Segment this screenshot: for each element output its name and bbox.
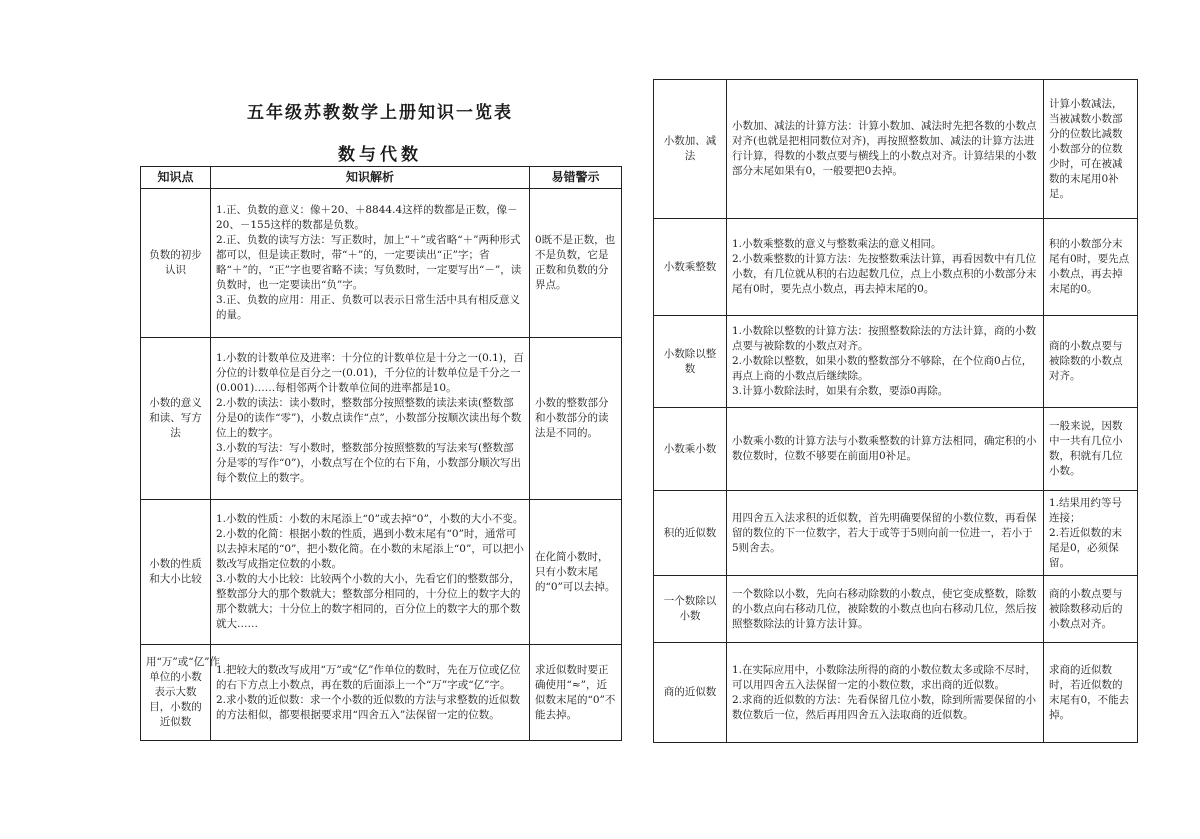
knowledge-point: 小数的意义和读、写方法	[141, 338, 211, 500]
table-row	[654, 576, 1138, 643]
knowledge-analysis: 用四舍五入法求积的近似数，首先明确要保留的小数位数，再看保留的数位的下一位数字，若大于或等于5则向前一位进一，若小于5则舍去。	[727, 491, 1044, 576]
error-warning: 商的小数点要与被除数的小数点对齐。	[1044, 316, 1138, 408]
error-warning: 求商的近似数时，若近似数的末尾有0，不能去掉。	[1044, 643, 1138, 743]
error-warning: 一般来说，因数中一共有几位小数，积就有几位小数。	[1044, 408, 1138, 491]
page-title: 五年级苏教数学上册知识一览表	[247, 103, 513, 123]
header-error-warning: 易错警示	[530, 167, 622, 189]
error-warning: 商的小数点要与被除数移动后的小数点对齐。	[1044, 576, 1138, 643]
error-warning: 小数的整数部分和小数部分的读法是不同的。	[530, 338, 622, 500]
knowledge-analysis: 小数加、减法的计算方法：计算小数加、减法时先把各数的小数点对齐(也就是把相同数位对齐)，再按照整数加、减法的计算方法进行计算，得数的小数点要与横线上的小数点对齐。计算结果的小数部分末尾如果有0，一般要把0去掉。	[727, 80, 1044, 219]
table-row	[654, 643, 1138, 743]
knowledge-point: 小数的性质和大小比较	[141, 500, 211, 645]
table-row	[141, 500, 622, 645]
knowledge-point: 小数乘小数	[654, 408, 727, 491]
knowledge-point: 小数除以整数	[654, 316, 727, 408]
table-row	[654, 80, 1138, 219]
knowledge-point: 积的近似数	[654, 491, 727, 576]
error-warning: 积的小数部分末尾有0时，要先点小数点，再去掉末尾的0。	[1044, 219, 1138, 316]
error-warning: 求近似数时要正确使用“≈”，近似数末尾的“0”不能去掉。	[530, 645, 622, 741]
knowledge-analysis: 1.小数除以整数的计算方法：按照整数除法的方法计算，商的小数点要与被除数的小数点对齐。 2.小数除以整数，如果小数的整数部分不够除，在个位商0占位，再点上商的小数点后继续除。 3.计算小数除法时，如果有余数，要添0再除。	[727, 316, 1044, 408]
knowledge-point: 小数加、减法	[654, 80, 727, 219]
knowledge-analysis: 1.正、负数的意义：像＋20、＋8844.4这样的数都是正数，像－20、－155这样的数都是负数。 2.正、负数的读写方法：写正数时，加上“＋”或省略“＋”两种形式都可以，但是读正数时，带“＋”的，一定要读出“正”字；省略“＋”的，“正”字也要省略不读；写负数时，一定要写出“－”，读负数时，也一定要读出“负”字。 3.正、负数的应用：用正、负数可以表示日常生活中具有相反意义的量。	[211, 189, 530, 338]
table-row	[654, 219, 1138, 316]
knowledge-analysis: 1.小数乘整数的意义与整数乘法的意义相同。 2.小数乘整数的计算方法：先按整数乘法计算，再看因数中有几位小数，有几位就从积的右边起数几位，点上小数点积的小数部分末尾有0时，要先点小数点，再去掉末尾的0。	[727, 219, 1044, 316]
knowledge-analysis: 小数乘小数的计算方法与小数乘整数的计算方法相同，确定积的小数位数时，位数不够要在前面用0补足。	[727, 408, 1044, 491]
header-knowledge-analysis: 知识解析	[211, 167, 530, 189]
table-row	[141, 338, 622, 500]
knowledge-point: 用“万”或“亿”作单位的小数表示大数目，小数的近似数	[141, 645, 211, 741]
knowledge-point: 商的近似数	[654, 643, 727, 743]
right-knowledge-table	[653, 79, 1138, 743]
knowledge-analysis: 1.把较大的数改写成用“万”或“亿”作单位的数时，先在万位或亿位的右下方点上小数点，再在数的后面添上一个“万”字或“亿”字。 2.求小数的近似数：求一个小数的近似数的方法与求整数的近似数的方法相似，都要根据要求用“四舍五入”法保留一定的位数。	[211, 645, 530, 741]
header-knowledge-point: 知识点	[141, 167, 211, 189]
table-row	[654, 408, 1138, 491]
error-warning: 在化简小数时，只有小数末尾的“0”可以去掉。	[530, 500, 622, 645]
error-warning: 计算小数减法，当被减数小数部分的位数比减数小数部分的位数少时，可在被减数的末尾用0补足。	[1044, 80, 1138, 219]
knowledge-point: 小数乘整数	[654, 219, 727, 316]
knowledge-analysis: 1.小数的计数单位及进率：十分位的计数单位是十分之一(0.1)，百分位的计数单位是百分之一(0.01)，千分位的计数单位是千分之一(0.001)……每相邻两个计数单位间的进率都是10。 2.小数的读法：读小数时，整数部分按照整数的读法来读(整数部分是0的读作“零”)，小数点读作“点”，小数部分按顺次读出每个数位上的数字。 3.小数的写法：写小数时，整数部分按照整数的写法来写(整数部分是零的写作“0”)，小数点写在个位的右下角，小数部分顺次写出每个数位上的数字。	[211, 338, 530, 500]
table-row	[141, 189, 622, 338]
knowledge-analysis: 一个数除以小数，先向右移动除数的小数点，使它变成整数，除数的小数点向右移动几位，被除数的小数点也向右移动几位，然后按照整数除法的计算方法计算。	[727, 576, 1044, 643]
error-warning: 0既不是正数，也不是负数，它是正数和负数的分界点。	[530, 189, 622, 338]
knowledge-analysis: 1.小数的性质：小数的末尾添上“0”或去掉“0”，小数的大小不变。 2.小数的化简：根据小数的性质，遇到小数末尾有“0”时，通常可以去掉末尾的“0”，把小数化简。在小数的末尾添上“0”，可以把小数改写成指定位数的小数。 3.小数的大小比较：比较两个小数的大小，先看它们的整数部分，整数部分大的那个数就大；整数部分相同的，十分位上的数字大的那个数就大；十分位上的数字相同的，百分位上的数字大的那个数就大……	[211, 500, 530, 645]
section-subtitle: 数与代数	[338, 145, 422, 165]
left-knowledge-table	[140, 166, 622, 741]
table-row	[141, 645, 622, 741]
error-warning: 1.结果用约等号连接； 2.若近似数的末尾是0，必须保留。	[1044, 491, 1138, 576]
table-header-row	[141, 167, 622, 189]
knowledge-point: 一个数除以小数	[654, 576, 727, 643]
knowledge-point: 负数的初步认识	[141, 189, 211, 338]
knowledge-analysis: 1.在实际应用中，小数除法所得的商的小数位数太多或除不尽时，可以用四舍五入法保留一定的小数位数，求出商的近似数。 2.求商的近似数的方法：先看保留几位小数，除到所需要保留的小数位数后一位，然后再用四舍五入法取商的近似数。	[727, 643, 1044, 743]
table-row	[654, 316, 1138, 408]
table-row	[654, 491, 1138, 576]
